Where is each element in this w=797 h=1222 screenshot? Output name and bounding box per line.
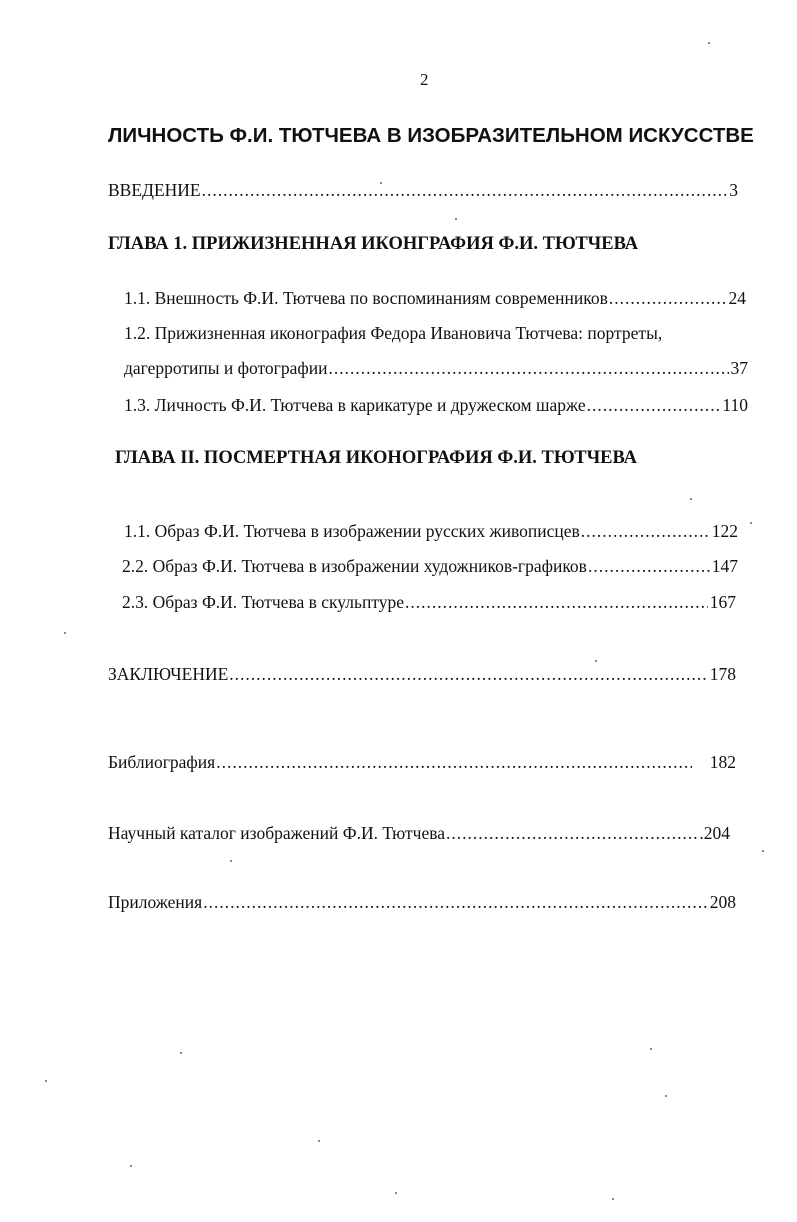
- scan-speck: [180, 1052, 182, 1054]
- toc-page: 182: [709, 752, 736, 772]
- leader-dots: [609, 288, 727, 309]
- leader-dots: [588, 556, 710, 577]
- toc-entry-1-2-line1: 1.2. Прижизненная иконография Федора Ивановича Тютчева: портреты,: [124, 323, 663, 343]
- toc-entry-bibliography: [108, 752, 736, 773]
- scan-speck: [380, 182, 382, 184]
- toc-page: 24: [728, 288, 746, 308]
- toc-page: 208: [709, 892, 736, 912]
- leader-dots: [328, 358, 728, 379]
- toc-page: 37: [730, 358, 748, 378]
- toc-entry-1-2: [124, 358, 748, 379]
- scan-speck: [750, 522, 752, 524]
- toc-label: Научный каталог изображений Ф.И. Тютчева: [108, 823, 446, 843]
- toc-label: ВВЕДЕНИЕ: [108, 180, 201, 200]
- toc-page: 147: [711, 556, 738, 576]
- toc-label: 2.3. Образ Ф.И. Тютчева в скульптуре: [122, 592, 405, 612]
- toc-page: .204: [699, 823, 730, 843]
- scan-speck: [708, 42, 710, 44]
- toc-label: ЗАКЛЮЧЕНИЕ: [108, 664, 229, 684]
- toc-label: 1.1. Образ Ф.И. Тютчева в изображении русских живописцев: [124, 521, 580, 541]
- scan-speck: [690, 498, 692, 500]
- toc-entry-2-1: [124, 521, 738, 542]
- toc-entry-catalog: [108, 823, 730, 844]
- scan-speck: [665, 1095, 667, 1097]
- toc-entry-2-2: [122, 556, 738, 577]
- scan-speck: [595, 660, 597, 662]
- toc-page: 167: [709, 592, 736, 612]
- toc-label: 2.2. Образ Ф.И. Тютчева в изображении художников-графиков: [122, 556, 587, 576]
- scan-speck: [230, 860, 232, 862]
- scan-speck: [395, 1192, 397, 1194]
- toc-label: 1.1. Внешность Ф.И. Тютчева по воспоминаниям современников: [124, 288, 608, 308]
- toc-entry-intro: [108, 180, 738, 201]
- toc-page: 110: [722, 395, 748, 415]
- leader-dots: [216, 752, 692, 773]
- document-title: ЛИЧНОСТЬ Ф.И. ТЮТЧЕВА В ИЗОБРАЗИТЕЛЬНОМ ИСКУССТВЕ: [108, 124, 754, 147]
- toc-label: дагерротипы и фотографии: [124, 358, 328, 378]
- toc-entry-2-3: [122, 592, 736, 613]
- leader-dots: [202, 180, 728, 201]
- chapter-2-heading: ГЛАВА II. ПОСМЕРТНАЯ ИКОНОГРАФИЯ Ф.И. ТЮТЧЕВА: [115, 448, 638, 468]
- leader-dots: [581, 521, 710, 542]
- toc-label: Библиография: [108, 752, 216, 772]
- scan-speck: [45, 1080, 47, 1082]
- scan-speck: [612, 1198, 614, 1200]
- scan-speck: [130, 1165, 132, 1167]
- toc-label: Приложения: [108, 892, 203, 912]
- scan-speck: [650, 1048, 652, 1050]
- page-number: 2: [420, 70, 429, 89]
- toc-entry-appendix: [108, 892, 736, 913]
- toc-label: 1.3. Личность Ф.И. Тютчева в карикатуре и дружеском шарже: [124, 395, 586, 415]
- scan-speck: [455, 218, 457, 220]
- toc-page: 122: [711, 521, 738, 541]
- toc-entry-1-3: [124, 395, 748, 416]
- scan-speck: [318, 1140, 320, 1142]
- toc-entry-1-1: [124, 288, 746, 309]
- leader-dots: [405, 592, 708, 613]
- toc-page: 3: [729, 180, 738, 200]
- scan-speck: [762, 850, 764, 852]
- leader-dots: [203, 892, 708, 913]
- leader-dots: [587, 395, 721, 416]
- toc-page: 178: [709, 664, 736, 684]
- scan-speck: [64, 632, 66, 634]
- chapter-1-heading: ГЛАВА 1. ПРИЖИЗНЕННАЯ ИКОНГРАФИЯ Ф.И. ТЮТЧЕВА: [108, 234, 639, 254]
- toc-entry-conclusion: [108, 664, 736, 685]
- leader-dots: [229, 664, 707, 685]
- leader-dots: [446, 823, 697, 844]
